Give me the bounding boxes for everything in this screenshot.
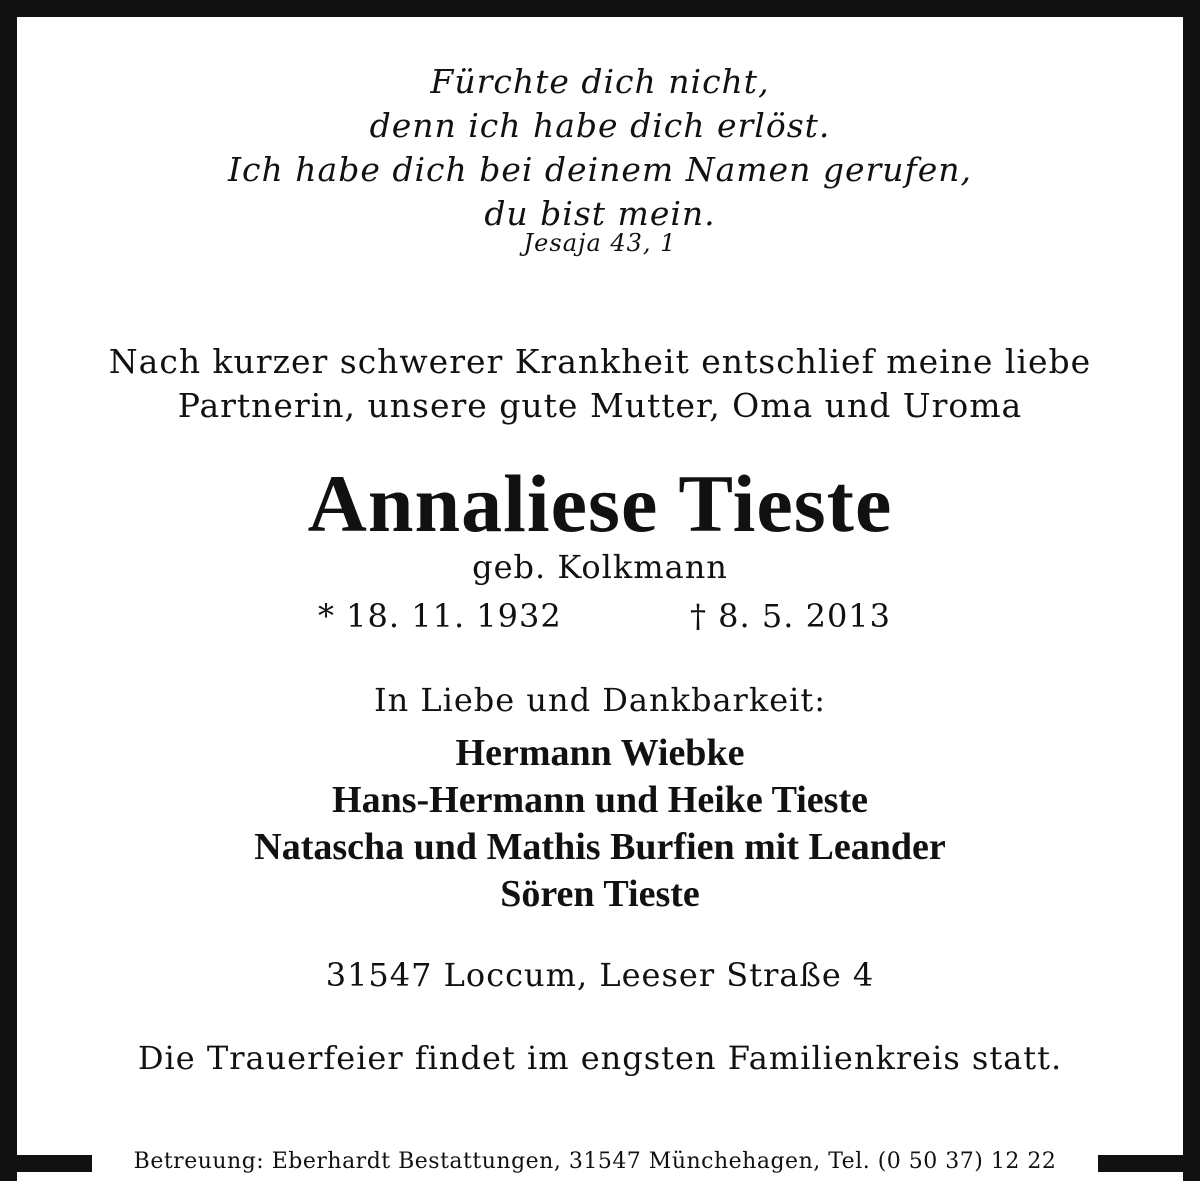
funeral-home-footer: Betreuung: Eberhardt Bestattungen, 31547 Münchehagen, Tel. (0 50 37) 12 22 — [92, 1146, 1098, 1181]
verse-line: denn ich habe dich erlöst. — [369, 106, 831, 145]
mourner-name: Sören Tieste — [500, 873, 700, 915]
death-date: † 8. 5. 2013 — [690, 597, 892, 635]
mourner-name: Hans-Hermann und Heike Tieste — [332, 779, 868, 821]
verse-reference: Jesaja 43, 1 — [523, 229, 677, 257]
mourner-name: Natascha und Mathis Burfien mit Leander — [254, 826, 946, 868]
funeral-note: Die Trauerfeier findet im engsten Familienkreis statt. — [137, 1039, 1063, 1077]
birth-date: * 18. 11. 1932 — [318, 597, 562, 635]
intro-line: Partnerin, unsere gute Mutter, Oma und Uroma — [177, 386, 1023, 425]
intro-line: Nach kurzer schwerer Krankheit entschlief meine liebe — [108, 342, 1092, 381]
birth-name: geb. Kolkmann — [472, 548, 728, 586]
verse-line: du bist mein. — [484, 194, 716, 233]
verse-line: Fürchte dich nicht, — [430, 62, 770, 101]
family-address: 31547 Loccum, Leeser Straße 4 — [325, 956, 875, 994]
death-announcement-text — [17, 340, 1183, 428]
mourner-name: Hermann Wiebke — [455, 732, 745, 774]
mourners-intro: In Liebe und Dankbarkeit: — [373, 681, 827, 719]
deceased-name: Annaliese Tieste — [307, 458, 893, 549]
bible-verse — [17, 60, 1183, 236]
mourners-list — [17, 730, 1183, 918]
verse-line: Ich habe dich bei deinem Namen gerufen, — [228, 150, 972, 189]
